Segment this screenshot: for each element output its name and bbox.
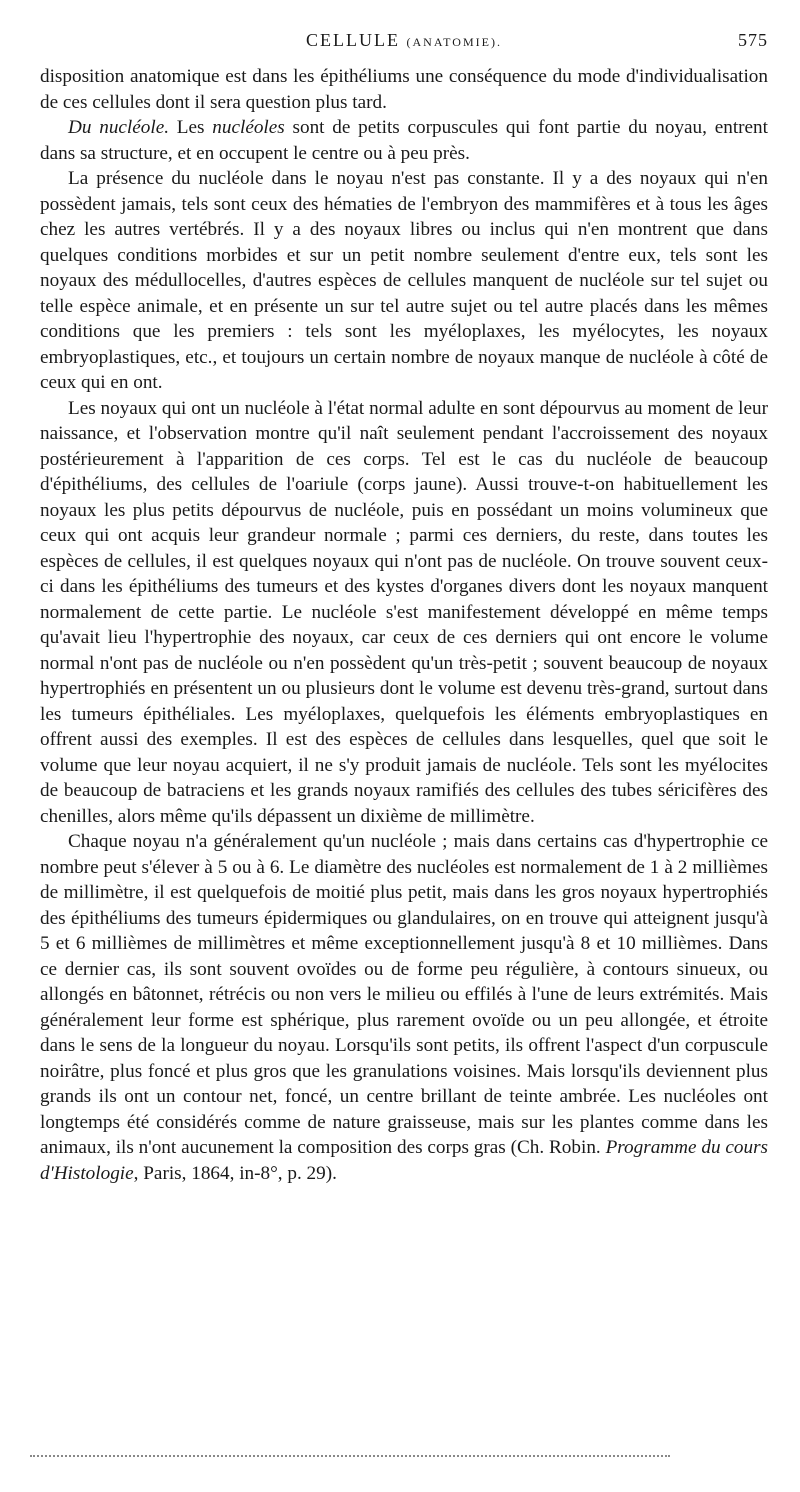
running-title-main: CELLULE (306, 30, 401, 50)
citation-details: , Paris, 1864, in-8°, p. 29). (133, 1162, 337, 1184)
paragraph-2-before: Les (169, 117, 213, 138)
paragraph-3: La présence du nucléole dans le noyau n'est pas constante. Il y a des noyaux qui n'en possèdent jamais, tels sont ceux des hématies de l'embryon des mammifères et à tous les âges chez les autres vertébrés. Il y a des noyaux libres ou inclus qui n'en montrent que dans quelques conditions morbides et sur un petit nombre seulement d'entre eux, tels sont les noyaux des médullocelles, d'autres espèces de cellules manquent de nucléole sur tel sujet ou telle espèce animale, et en présente un sur tel autre sujet ou tel autre placés dans les mêmes conditions que les premiers : tels sont les myéloplaxes, les myélocytes, les noyaux embryoplastiques, etc., et toujours un certain nombre de noyaux manque de nucléole à côté de ceux qui en ont. (40, 168, 768, 393)
citation-title: Programme du cours d'Histologie (40, 1137, 769, 1184)
body-text (40, 64, 768, 1186)
paragraph-4: Les noyaux qui ont un nucléole à l'état normal adulte en sont dépourvus au moment de leur naissance, et l'observation montre qu'il naît seulement pendant l'accroissement des noyaux postérieurement à l'apparition de ces corps. Tel est le cas du nucléole de beaucoup d'épithéliums, des cellules de l'oariule (corps jaune). Aussi trouve-t-on habituellement les noyaux les plus petits dépourvus de nucléole, puis en possédant un moins volumineux que ceux qui ont acquis leur grandeur normale ; parmi ces derniers, du reste, dans toutes les espèces de cellules, il est quelques noyaux qui n'ont pas de nucléole. On trouve souvent ceux-ci dans les épithéliums des tumeurs et des kystes d'organes divers dont les noyaux manquent normalement de cette partie. Le nucléole s'est manifestement développé en même temps qu'avait lieu l'hypertrophie des noyaux, car ceux de ces derniers qui ont encore le volume normal n'ont pas de nucléole ou n'en possèdent qu'un très-petit ; souvent beaucoup de noyaux hypertrophiés en présentent un ou plusieurs dont le volume est devenu très-grand, surtout dans les tumeurs épithéliales. Les myéloplaxes, quelquefois les éléments embryoplastiques en offrent aussi des exemples. Il est des espèces de cellules dans lesquelles, quel que soit le volume que leur noyau acquiert, il ne s'y produit jamais de nucléole. Tels sont les myélocites de beaucoup de batraciens et les grands noyaux ramifiés des cellules des tubes séricifères des chenilles, alors même qu'ils dépassent un dixième de millimètre. (40, 397, 768, 827)
paragraph-2 (40, 115, 768, 166)
running-header (40, 24, 768, 64)
paragraph-5-text: Chaque noyau n'a généralement qu'un nucléole ; mais dans certains cas d'hypertrophie ce nombre peut s'élever à 5 ou à 6. Le diamètre des nucléoles est normalement de 1 à 2 millièmes de millimètre, il est quelquefois de moitié plus petit, mais dans les gros noyaux hypertrophiés des épithéliums des tumeurs épidermiques ou glandulaires, on en trouve qui atteignent jusqu'à 5 et 6 millièmes de millimètres et même exceptionnellement jusqu'à 8 et 10 millièmes. Dans ce dernier cas, ils sont souvent ovoïdes ou de forme peu régulière, à contours sinueux, ou allongés en bâtonnet, rétrécis ou non vers le milieu ou effilés à l'une de leurs extrémités. Mais généralement leur forme est sphérique, plus rarement ovoïde ou un peu allongée, et étroite dans le sens de la longueur du noyau. Lorsqu'ils sont petits, ils offrent l'aspect d'un corpuscule noirâtre, plus foncé et plus gros que les granulations voisines. Mais lorsqu'ils deviennent plus grands ils ont un contour net, foncé, un centre brillant de teinte ambrée. Les nucléoles ont longtemps été considérés comme de nature graisseuse, mais sur les plantes comme dans les animaux, ils n'ont aucunement la composition des corps gras (Ch. Robin. (40, 831, 768, 1158)
running-title-section: (ANATOMIE). (406, 35, 502, 49)
paragraph-2-text: sont de petits corpuscules qui font partie du noyau, entrent dans sa structure, et en occupent le centre ou à peu près. (40, 117, 768, 164)
running-title (40, 30, 768, 51)
page-number: 575 (738, 30, 768, 50)
paragraph-1: disposition anatomique est dans les épithéliums une conséquence du mode d'individualisation de ces cellules dont il sera question plus tard. (40, 66, 768, 113)
page (40, 24, 768, 1186)
paragraph-2-term: nucléoles (212, 117, 285, 138)
footer-dotted-rule (30, 1455, 670, 1457)
section-heading-nucleole: Du nucléole. (68, 117, 170, 138)
paragraph-5 (40, 829, 768, 1186)
